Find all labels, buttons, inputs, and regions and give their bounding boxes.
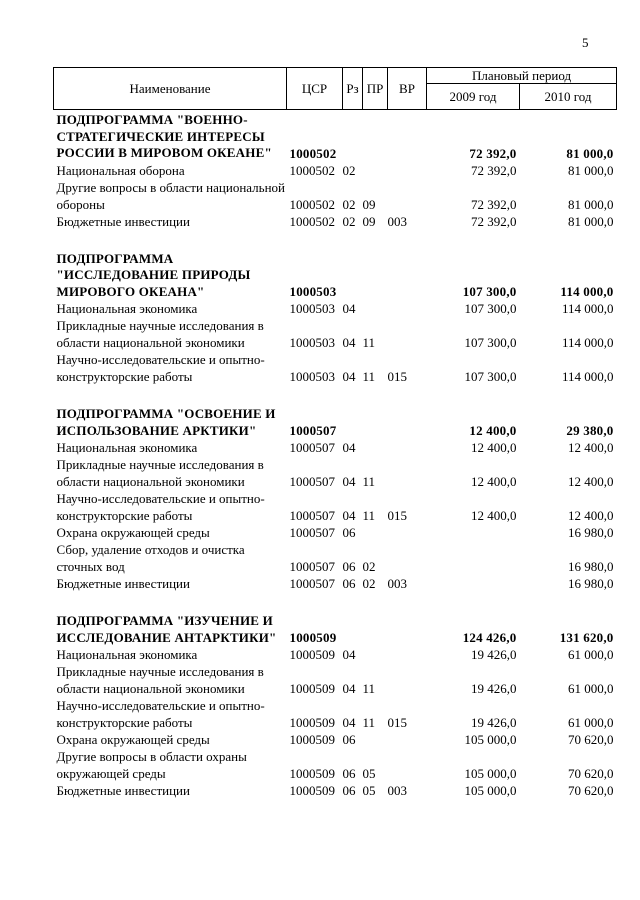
row-csr: 1000509 (289, 630, 337, 645)
row-pr: 11 (362, 508, 376, 523)
table-row (54, 300, 617, 317)
header-name: Наименование (54, 68, 287, 110)
row-rz: 04 (342, 715, 356, 730)
table-header (54, 68, 617, 110)
row-rz: 06 (342, 559, 356, 574)
row-value-2010: 81 000,0 (566, 145, 614, 161)
row-value-2010: 16 980,0 (568, 576, 614, 591)
table-row (54, 782, 617, 799)
row-rz: 02 (342, 196, 356, 212)
row-name: Научно-исследовательские и опытно-конструкторские работы (56, 352, 265, 384)
row-pr: 02 (362, 576, 376, 591)
table-spacer (54, 592, 617, 611)
row-value-2009: 107 300,0 (462, 284, 517, 299)
row-value-2010: 81 000,0 (568, 162, 614, 178)
table-row (54, 179, 617, 213)
row-value-2010: 81 000,0 (568, 213, 614, 229)
row-value-2009 (427, 541, 520, 575)
row-name: Научно-исследовательские и опытно-конструкторские работы (56, 491, 265, 523)
row-rz (343, 110, 363, 162)
row-name: Бюджетные инвестиции (56, 576, 190, 591)
row-pr: 11 (362, 369, 376, 384)
row-value-2009: 19 426,0 (471, 715, 517, 730)
row-vr (388, 646, 427, 663)
row-rz (343, 249, 363, 301)
row-value-2010: 114 000,0 (561, 369, 614, 384)
row-name: ПОДПРОГРАММА "ОСВОЕНИЕ И ИСПОЛЬЗОВАНИЕ АРКТИКИ" (56, 406, 276, 438)
row-rz: 06 (342, 732, 356, 747)
row-csr: 1000507 (289, 440, 335, 455)
row-value-2009: 107 300,0 (464, 335, 517, 350)
row-name: ПОДПРОГРАММА "ИЗУЧЕНИЕ И ИССЛЕДОВАНИЕ АНТАРКТИКИ" (56, 613, 277, 645)
row-vr (388, 249, 427, 301)
row-value-2010: 61 000,0 (568, 647, 614, 662)
row-vr (388, 541, 427, 575)
row-name: Охрана окружающей среды (56, 525, 210, 540)
row-rz: 02 (342, 213, 356, 229)
row-value-2009: 107 300,0 (464, 369, 517, 384)
row-rz: 04 (342, 369, 356, 384)
row-value-2009: 72 392,0 (471, 196, 517, 212)
row-value-2010: 29 380,0 (566, 423, 614, 438)
row-vr (388, 162, 427, 179)
row-pr (363, 162, 388, 179)
row-pr (363, 249, 388, 301)
row-vr (388, 317, 427, 351)
row-csr: 1000509 (289, 647, 335, 662)
table-row (54, 456, 617, 490)
row-csr: 1000507 (289, 508, 335, 523)
row-name: Другие вопросы в области охраны окружающей среды (56, 749, 247, 781)
row-csr: 1000503 (289, 284, 337, 299)
table-row (54, 541, 617, 575)
row-value-2009: 105 000,0 (464, 766, 517, 781)
table-row (54, 317, 617, 351)
row-name: Национальная экономика (56, 440, 198, 455)
row-vr (388, 731, 427, 748)
row-csr: 1000507 (289, 559, 335, 574)
header-vr: ВР (388, 68, 427, 110)
header-year-2009: 2009 год (427, 84, 520, 110)
row-value-2010: 61 000,0 (568, 681, 614, 696)
row-csr: 1000507 (289, 576, 335, 591)
row-pr: 11 (362, 715, 376, 730)
row-name: Прикладные научные исследования в области национальной экономики (56, 318, 264, 350)
table-row (54, 646, 617, 663)
row-vr: 003 (387, 783, 407, 798)
row-value-2010: 12 400,0 (568, 440, 614, 455)
row-name: Бюджетные инвестиции (56, 783, 190, 798)
row-vr: 015 (387, 508, 407, 523)
row-pr: 09 (362, 196, 376, 212)
row-name: ПОДПРОГРАММА "ВОЕННО-СТРАТЕГИЧЕСКИЕ ИНТЕРЕСЫ РОССИИ В МИРОВОМ ОКЕАНЕ" (56, 112, 272, 160)
row-csr: 1000502 (289, 145, 337, 161)
row-value-2009: 19 426,0 (471, 681, 517, 696)
row-vr (388, 524, 427, 541)
row-rz: 04 (342, 508, 356, 523)
row-value-2009: 105 000,0 (464, 732, 517, 747)
row-value-2010: 131 620,0 (559, 630, 614, 645)
table-spacer (54, 385, 617, 404)
table-row (54, 575, 617, 592)
row-csr: 1000507 (289, 423, 337, 438)
row-csr: 1000509 (289, 783, 335, 798)
row-vr (388, 404, 427, 439)
row-vr (388, 110, 427, 162)
row-pr (363, 731, 388, 748)
row-vr: 015 (387, 715, 407, 730)
row-value-2009: 12 400,0 (469, 423, 517, 438)
row-pr (363, 404, 388, 439)
row-value-2010: 12 400,0 (568, 474, 614, 489)
row-csr: 1000509 (289, 732, 335, 747)
subprogram-row (54, 611, 617, 646)
table-row (54, 663, 617, 697)
row-csr: 1000507 (289, 474, 335, 489)
row-pr (363, 646, 388, 663)
row-rz: 04 (342, 440, 356, 455)
row-value-2009: 105 000,0 (464, 783, 517, 798)
row-name: Научно-исследовательские и опытно-конструкторские работы (56, 698, 265, 730)
header-year-2010: 2010 год (520, 84, 617, 110)
row-pr: 11 (362, 335, 376, 350)
row-value-2010: 70 620,0 (568, 783, 614, 798)
row-rz: 04 (342, 647, 356, 662)
row-value-2009: 12 400,0 (471, 440, 517, 455)
row-rz: 06 (342, 525, 356, 540)
row-value-2009: 72 392,0 (469, 145, 517, 161)
spacer-cell (54, 230, 617, 249)
row-value-2009: 72 392,0 (471, 162, 517, 178)
row-name: Национальная оборона (56, 162, 185, 178)
row-vr (388, 456, 427, 490)
row-pr: 11 (362, 474, 376, 489)
row-csr: 1000503 (289, 369, 335, 384)
row-value-2010: 12 400,0 (568, 508, 614, 523)
row-csr: 1000502 (289, 196, 335, 212)
row-name: Охрана окружающей среды (56, 732, 210, 747)
row-name: Прикладные научные исследования в области национальной экономики (56, 664, 264, 696)
row-value-2010: 61 000,0 (568, 715, 614, 730)
row-value-2009: 12 400,0 (471, 474, 517, 489)
spacer-cell (54, 385, 617, 404)
page-number: 5 (582, 35, 589, 50)
table-spacer (54, 230, 617, 249)
row-value-2009: 19 426,0 (471, 647, 517, 662)
row-rz (343, 611, 363, 646)
header-pr: ПР (363, 68, 388, 110)
table-row (54, 213, 617, 230)
table-row (54, 162, 617, 179)
table-row (54, 439, 617, 456)
row-csr: 1000509 (289, 715, 335, 730)
subprogram-row (54, 110, 617, 162)
row-value-2010: 16 980,0 (568, 525, 614, 540)
header-csr: ЦСР (287, 68, 343, 110)
row-value-2009 (427, 524, 520, 541)
row-pr: 02 (362, 559, 376, 574)
row-pr: 11 (362, 681, 376, 696)
header-rz: Рз (343, 68, 363, 110)
table-row (54, 351, 617, 385)
row-name: Прикладные научные исследования в области национальной экономики (56, 457, 264, 489)
row-value-2010: 114 000,0 (561, 335, 614, 350)
row-vr: 003 (387, 213, 407, 229)
row-rz: 04 (342, 681, 356, 696)
row-value-2009: 12 400,0 (471, 508, 517, 523)
row-vr (388, 748, 427, 782)
row-value-2009 (427, 575, 520, 592)
row-value-2010: 114 000,0 (561, 301, 614, 316)
table-row (54, 748, 617, 782)
row-pr (363, 439, 388, 456)
subprogram-row (54, 249, 617, 301)
row-rz: 02 (342, 162, 356, 178)
row-name: Национальная экономика (56, 647, 198, 662)
row-csr: 1000503 (289, 335, 335, 350)
row-vr: 015 (387, 369, 407, 384)
row-rz: 04 (342, 301, 356, 316)
table-body (54, 110, 617, 800)
row-value-2009: 72 392,0 (471, 213, 517, 229)
row-csr: 1000503 (289, 301, 335, 316)
row-vr (388, 611, 427, 646)
row-vr: 003 (387, 576, 407, 591)
row-csr: 1000507 (289, 525, 335, 540)
row-pr: 05 (362, 766, 376, 781)
row-value-2009: 107 300,0 (464, 301, 517, 316)
row-vr (388, 439, 427, 456)
row-rz: 04 (342, 474, 356, 489)
row-pr (363, 524, 388, 541)
table-row (54, 697, 617, 731)
budget-table (53, 67, 617, 799)
subprogram-row (54, 404, 617, 439)
row-name: Бюджетные инвестиции (56, 213, 190, 229)
row-name: Другие вопросы в области национальной обороны (56, 179, 285, 212)
row-pr (363, 300, 388, 317)
row-pr: 09 (362, 213, 376, 229)
row-rz: 06 (342, 766, 356, 781)
row-vr (388, 179, 427, 213)
row-csr: 1000509 (289, 681, 335, 696)
row-pr (363, 110, 388, 162)
row-csr: 1000502 (289, 162, 335, 178)
row-vr (388, 663, 427, 697)
row-rz: 06 (342, 783, 356, 798)
row-name: Национальная экономика (56, 301, 198, 316)
row-value-2010: 16 980,0 (568, 559, 614, 574)
table-row (54, 731, 617, 748)
row-vr (388, 300, 427, 317)
row-pr: 05 (362, 783, 376, 798)
table-row (54, 490, 617, 524)
table-row (54, 524, 617, 541)
row-csr: 1000502 (289, 213, 335, 229)
row-rz: 06 (342, 576, 356, 591)
row-value-2010: 70 620,0 (568, 766, 614, 781)
row-value-2009: 124 426,0 (462, 630, 517, 645)
row-pr (363, 611, 388, 646)
spacer-cell (54, 592, 617, 611)
row-value-2010: 70 620,0 (568, 732, 614, 747)
row-rz (343, 404, 363, 439)
row-value-2010: 81 000,0 (568, 196, 614, 212)
header-plan-period: Плановый период (427, 68, 617, 84)
row-value-2010: 114 000,0 (560, 284, 614, 299)
row-rz: 04 (342, 335, 356, 350)
row-name: ПОДПРОГРАММА "ИССЛЕДОВАНИЕ ПРИРОДЫ МИРОВОГО ОКЕАНА" (56, 250, 251, 299)
row-name: Сбор, удаление отходов и очистка сточных вод (56, 542, 245, 574)
row-csr: 1000509 (289, 766, 335, 781)
